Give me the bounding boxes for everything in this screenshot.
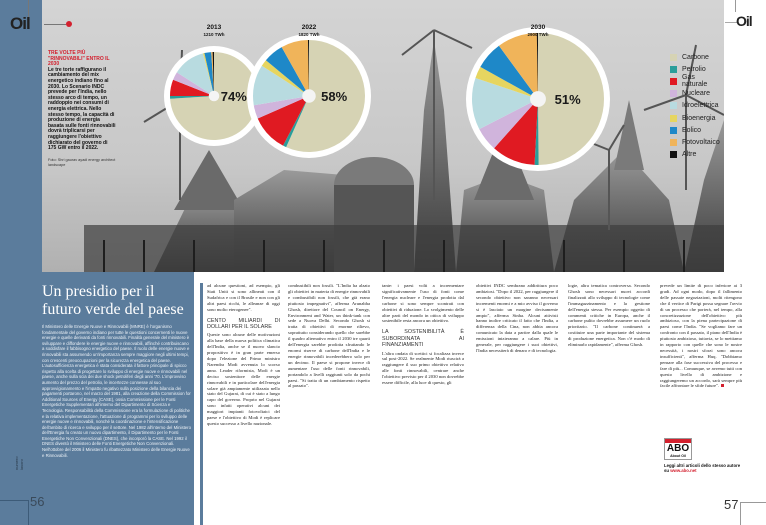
abo-logo-text: ABO [666,443,690,454]
legend-swatch [670,115,677,122]
legend-item [670,88,722,100]
legend-item [670,149,722,161]
promo-text: Leggi altri articoli dello stesso autore su [664,463,741,474]
oil-logo-left: Oil [10,14,30,33]
legend-swatch [670,139,677,146]
sidebar-kicker: TRE VOLTE PIÙ "RINNOVABILI" ENTRO IL 2030 [48,50,110,68]
article-column-3 [382,283,464,525]
page-number-right: 57 [724,497,739,512]
pie-2013-total: 1210 TWh [203,32,225,37]
article-column-2 [288,283,370,525]
pie-center [530,91,546,107]
pie-percentage-label: 58% [321,89,348,104]
legend-label: Bioenergia [682,114,716,122]
article-column-1 [200,283,280,525]
subheading: LA SOSTENIBILITÀ È SUBORDINATA AI FINANZIAMENTI [382,329,464,349]
sidebar-body: Le tre torte raffigurano il cambiamento del mix energetico indiano fino al 2030. Lo Scenario INDC prevede per l'India, nello stesso arco di tempo, un raddoppio nei consumi di energia elettrica. Nello stesso tempo, la capacità di produzione di energia basata sulle fonti rinnovabili dovrà triplicarsi per raggiungere l'obiettivo dichiarato del governo di 175 GW entro il 2022. [48,66,116,152]
column-text: Queste sono alcune delle motivazioni alla base della nuova politica climatica dell'India, anche se il nuovo slancio propositivo è in gran parte emerso dopo l'elezione del Primo ministro Narendra Modi avvenuta lo scorso anno. Leader riformista, Modi è un deciso sostenitore delle energie rinnovabili e in particolare dell'energia solare già ampiamente utilizzata nello stato del Gujarat, di cui è stato a lungo capo del governo. Proprio nel Gujarat sono infatti operativi alcuni dei maggiori impianti fotovoltaici del paese e l'obiettivo di Modi è replicare questo successo a livello nazionale. [207,332,280,426]
folio-rule-vertical [28,500,29,525]
legend-label: Eolico [682,126,702,134]
legend-label: Nucleare [682,90,711,98]
legend-swatch [670,78,677,85]
pie-center [209,91,220,102]
promo-link[interactable]: www.abo.net [670,468,697,474]
pie-2022-total: 1820 TWh [298,32,320,37]
pie-2022 [247,34,371,158]
abo-logo-subtext: About Oil [670,454,686,458]
article-column-4 [476,283,558,525]
abo-logo[interactable] [664,438,692,460]
legend-item [670,124,722,136]
legend-label: Petrolio [682,65,706,73]
chart-legend [670,51,722,161]
legend-label: Altre [682,151,697,159]
pie-percentage-label: 74% [220,89,247,104]
legend-swatch [670,127,677,134]
legend-swatch [670,102,677,109]
legend-item [670,75,722,87]
legend-swatch [670,54,677,61]
column-text: tante: i paesi volti a incrementare significativamente l'uso di fonti come l'energia nucleare e l'energia prodotta dal carbone si sono sempre scontrati con obiettivi di riduzione. Lo svolgimento delle altre parti del mondo in ottica di sviluppo sostenibile resta ancora un obiettivo. [382,283,464,324]
column-text: logie, altra tematica controversa. Secondo Ghosh sono necessari nuovi accordi finalizzati allo sviluppo di tecnologie come l'immagazzinamento e la gestione dell'energia stessa. Per esempio oggetto di commenti critiche in Europa, anche il carbone pulito dovrebbe assumere un ruolo prioritario. "Il carbone continuerà a costituire una parte importante del sistema di produzione energetica. Non c'è modo di eliminarlo rapidamente", afferma Ghosh. [568,283,650,348]
folio-rule [0,500,28,501]
article-column-6 [660,283,742,453]
column-text: obiettivi INDC sembrano addirittura poco ambiziosi. "Dopo il 2022, per raggiungere il secondo obiettivo non saranno necessari incrementi enormi e a mio avviso il governo si è lasciato un margine decisamente ampio", afferma Sinha. Alcuni attivisti hanno inoltre criticato il fatto che l'India, a differenza della Cina, non abbia ancora comunicato la data a partire dalla quale le emissioni inizieranno a calare. Più in generale, per raggiungere i suoi obiettivi, l'India necessiterà di denaro e di tecnologia. [476,283,558,353]
column-text: ad alcune questioni, ad esempio, gli Stati Uniti si sono allineati con il Sudafrica e con il Brasile e non con gli altri paesi ricchi, le alleanze di oggi sono molto eterogenee". [207,283,280,312]
pie-2030-total: 2900 TWh [527,32,549,37]
legend-label: Gas naturale [682,74,708,89]
pie-2013-year: 2013 [206,24,222,31]
column-text: prevede un limite di poco inferiore ai 3 gradi. Ad ogni modo, dopo il fallimento delle passate negoziazioni, molti ritengono che il vertice di Parigi possa segnare l'avvio di un processo che porterà, nel tempo, alla concretizzazione dell'obiettivo più ambizioso, con la piena partecipazione di paesi come l'India. "Se vogliamo fare un confronto con il passato, il piano dell'India è piuttosto ambizioso, tuttavia, se lo mettiamo in rapporto con quelle che sono le nostre necessità, i nostri sforzi sono ancora insufficienti", afferma Huq. "Dobbiamo pensare alla fase successiva del processo e fare di più... Comunque, se avremo tutti con questo livello di ambizione e raggiungeremo un accordo, sarà sempre più facile affrontare le sfide future". [660,283,742,389]
article-column-5 [568,283,650,525]
promo-caption [664,463,744,474]
pie-2022-year: 2022 [301,24,317,31]
box-headline: Un presidio per il futuro verde del paese [42,283,184,318]
legend-swatch [670,66,677,73]
photo-credit: Foto: Shri gaurav ayadi energy architect landscape [48,158,116,167]
pie-percentage-label: 51% [554,92,581,107]
legend-item [670,51,722,63]
legend-label: Idroelettrica [682,102,719,110]
legend-item [670,112,722,124]
legend-label: Carbone [682,53,709,61]
section-label: numero lavoro [14,456,24,470]
subheading: CENTO MILIARDI DI DOLLARI PER IL SOLARE [207,317,280,330]
folio-rule-right-vertical [740,502,741,525]
legend-label: Fotovoltaico [682,138,720,146]
legend-item [670,100,722,112]
box-body: Il Ministero delle Energie Nuove e Rinnovabili (MNRE) è l'organismo fondamentale del governo indiano per tutte le questioni concernenti le nuove energie e quelle derivanti da fonti rinnovabili. Finalità generale del ministero è sviluppare e diffondere le energie nuove e rinnovabili, affinché contribuiscano a soddisfare il fabbisogno energetico del paese. Il ruolo delle energie nuove e rinnovabili sta assumendo un'importanza sempre maggiore negli ultimi tempi, con crescenti preoccupazioni per la sicurezza energetica del paese. L'autosufficienza energetica è stata considerata il fattore principale di spicco rispetto alla scelta di progettare lo sviluppo di energie nuove e rinnovabili nel paese, anche sulla scia dei due shock petroliferi degli anni '70. L'improvviso aumento del prezzo del petrolio, le incertezze connesse al suo approvvigionamento e l'impatto negativo sulla posizione della bilancia dei pagamenti portarono, nel marzo del 1981, alla creazione della Commission for Additional Sources of Energy (CASE), ossia Commissione per le Fonti Energetiche Supplementari all'interno del Dipartimento di Scienza e Tecnologia. Responsabilità della Commissione era la formulazione di politiche e la relativa implementazione, l'attuazione di programmi per lo sviluppo delle energie nuove e rinnovabili, nonché la coordinazione e l'intensificazione dell'ambito di ricerca e sviluppo per il settore. Nel 1982 all'interno del Ministero dell'Energia fu creato un nuovo dipartimento, il Dipartimento per le Fonti Energetiche Non Convenzionali (DNES), che incorporò la CASE. Nel 1992 il DNES diventò il Ministero delle Fonti Energetiche Non Convenzionali. Nell'ottobre del 2006 il Ministero fu ribattezzato Ministero delle Energie Nuove e Rinnovabili. [42,324,192,458]
legend-swatch [670,90,677,97]
pie-2030-year: 2030 [530,24,546,31]
column-text: L'altra ondata di scettici si focalizza invece sul post-2022. Se realmente Modi riuscirà a raggiungere il suo primo obiettivo relativo alle fonti rinnovabili, centrare anche l'obiettivo previsto per il 2030 non dovrebbe essere difficile, alla luce di questo, gli [382,350,464,386]
end-of-article-mark [721,384,724,387]
column-text: combustibili non fossili. "L'India ha alzato gli obiettivi in materia di energie rinnovabili e combustibili non fossili, che già erano piuttosto impegnativi", afferma Arunabha Ghosh, direttore del Council on Energy, Environment and Water, un think-tank con sede a Nuova Delhi. Secondo Ghosh si tratta di obiettivi di enorme rilievo, soprattutto considerando quello che sarebbe il quadro alternativo entro il 2030 tre quarti dell'energia sarebbe prodotta sfruttando le enormi riserve di carbone dell'India e le energie rinnovabili incederebbero solo per un decimo. Il paese si propone invece di aumentare l'uso delle fonti rinnovabili, portandolo a livelli raggiunti solo da pochi paesi. "Si tratta di un cambiamento rispetto al passato". [288,283,370,389]
pie-center [302,89,315,102]
pie-2030 [466,27,610,171]
oil-logo-right: Oil [736,13,752,29]
legend-item [670,136,722,148]
folio-rule-right [740,502,766,503]
legend-swatch [670,151,677,158]
page-number-left: 56 [30,494,45,509]
